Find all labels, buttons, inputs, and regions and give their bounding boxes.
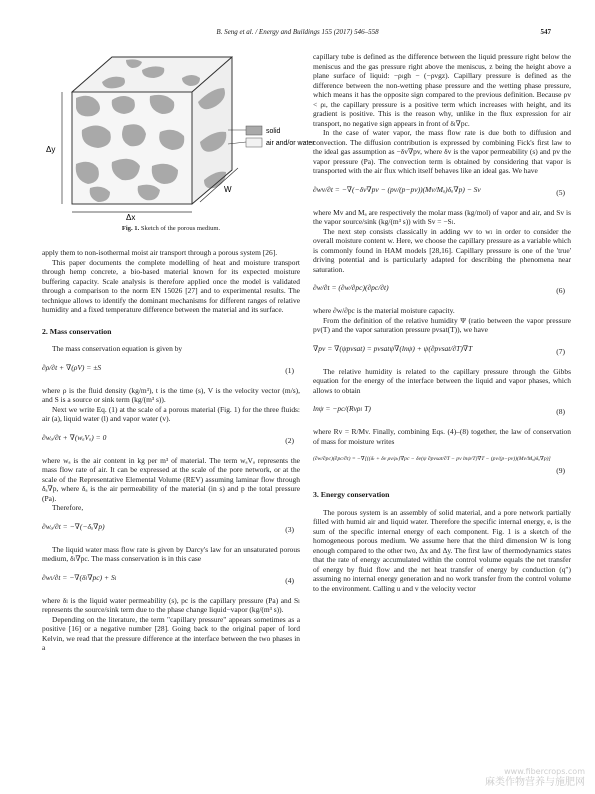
paragraph-where-5: where Mv and Mₐ are respectively the molar mass (kg/mol) of vapor and air, and Sv is the vapor source/sink (kg/(m³ s)) with Sv = −Sₗ. <box>313 207 571 226</box>
equation-1 <box>42 360 300 380</box>
paragraph-therefore: Therefore, <box>52 503 84 512</box>
equation-6-number: (6) <box>556 286 565 295</box>
equation-2-number: (2) <box>285 435 294 445</box>
equation-7-expr: ∇pv = ∇(ψpvsat) = pvsatψ∇(lnψ) + ψ(∂pvsat/∂T)∇T <box>313 343 473 353</box>
paragraph-next-step: The next step consists classically in adding wv to wₗ in order to consider the overall moisture content w. Here, we choose the capillary pressure as a variable which is commonly found in HAM models [28,16]. Capillary pressure is one of the 'true' driving potential and is particularly adapted for describing the phenomena near saturation. <box>313 226 571 274</box>
left-column <box>42 52 315 653</box>
section-2-title: 2. Mass conservation <box>42 326 112 336</box>
figure-caption-label: Fig. 1. <box>121 225 140 232</box>
paragraph-mass: The mass conservation equation is given by <box>52 344 183 353</box>
figure-caption-text: Sketch of the porous medium. <box>140 225 221 232</box>
equation-9-number: (9) <box>556 466 565 475</box>
section-3-title: 3. Energy conservation <box>313 490 390 499</box>
equation-9-expr: (∂w/∂pc)(∂pc/∂t) = −∇[((δₗ + δv ρv/ρₗ)∇pc − δv(ψ ∂pvsat/∂T − pv lnψ/T)∇T − (pv/(p−pv))(Mv/Mₐ)δₐ∇p)] <box>313 456 551 462</box>
equation-7 <box>313 341 571 361</box>
paragraph-where-2: where wₐ is the air content in kg per m³ of material. The term wₐVₐ represents the mass flow rate of air. It can be expressed at the scale of the pore network, or at the scale of the Representative Elemental Volume (REV) assuming laminar flow through δₐ∇p, where δₐ is the air permeability of the material (in s) and p the total pressure (Pa). <box>42 455 300 503</box>
equation-6-expr: ∂w/∂t = (∂w/∂pc)(∂pc/∂t) <box>313 283 389 292</box>
legend-air-water: air and/or water <box>266 140 315 147</box>
paragraph-where-6: where ∂w/∂pc is the material moisture capacity. <box>313 306 455 315</box>
equation-8 <box>313 401 571 421</box>
equation-5-expr: ∂wv/∂t = −∇(−δv∇pv − (pv/(p−pv))(Mv/Mₐ)δₐ∇p) − Sv <box>313 184 481 194</box>
equation-2-expr: ∂wₐ/∂t + ∇(wₐVₐ) = 0 <box>42 432 107 442</box>
equation-3-expr: ∂wₐ/∂t = −∇(−δₐ∇p) <box>42 521 105 531</box>
paragraph-relative-humidity: From the definition of the relative humidity Ψ (ratio between the vapor pressure pv(T) and the vapor saturation pressure pvsat(T)), we have <box>313 315 571 334</box>
equation-8-expr: lnψ = −pc/(Rvρₗ T) <box>313 404 371 413</box>
equation-5 <box>313 182 571 202</box>
paragraph-gibbs: The relative humidity is related to the capillary pressure through the Gibbs equation for the energy of the interface between the liquid and vapor phases, which allows to obtain <box>313 366 571 395</box>
paragraph-where-1: where ρ is the fluid density (kg/m³), t is the time (s), V is the velocity vector (m/s), and S is a source or sink term (kg/(m³ s)). <box>42 385 300 404</box>
paragraph-energy: The porous system is an assembly of solid material, and a pore network partially filled with humid air and liquid water. Therefore the specific internal energy, e, is the sum of the specific internal energy of each component. Fig. 1 is a sketch of the homogeneous porous medium. We assume here that the third dimension W is long enough compared to the other two, Δx and Δy. The first law of thermodynamics states that the rate of energy accumulated within the control volume equals the net transfer of energy by fluid flow and the net heat transfer of energy by conduction (q″) assuming no internal energy generation and no work transfer from the control volume to the environment. Calling u and v the velocity vector <box>313 507 571 593</box>
equation-3 <box>42 519 300 539</box>
porous-medium-sketch <box>42 52 315 222</box>
paragraph-next: Next we write Eq. (1) at the scale of a porous material (Fig. 1) for the three fluids: air (a), liquid water (l) and vapor water (v). <box>42 404 300 423</box>
paragraph-capillary: capillary tube is defined as the difference between the liquid pressure right below the meniscus and the gas pressure right above the meniscus, z being the height above a plane surface of liquid: −ρₗgh − (−ρvgz). Capillary pressure is defined as the difference between the non-wetting phase pressure and the wetting phase pressure, which means it has the opposite sign compared to the previous definition. Because ρv < ρₗ, the capillary pressure is a positive term which increases with height, and its gradient is positive. This is the reason why, unlike in the flux expression for air transport, no negative sign appears in front of δₗ∇pc. <box>313 52 571 128</box>
page-header <box>0 28 595 42</box>
equation-9 <box>313 452 571 478</box>
equation-3-number: (3) <box>285 524 294 534</box>
equation-4-number: (4) <box>285 575 294 585</box>
watermark-url: www.fibercrops.com <box>504 767 585 776</box>
equation-7-number: (7) <box>556 346 565 356</box>
paragraph-where-4: where δₗ is the liquid water permeability (s), pc is the capillary pressure (Pa) and Sₗ represents the source/sink term due to the phase change liquid−vapor (kg/(m³ s)). <box>42 595 300 614</box>
equation-4-expr: ∂wₗ/∂t = −∇(δₗ∇pc) + Sₗ <box>42 572 117 582</box>
watermark-cn: 麻类作物营养与施肥网 <box>485 777 585 788</box>
legend-solid: solid <box>266 128 281 135</box>
paragraph-where-8: where Rv = R/Mv. Finally, combining Eqs. (4)–(8) together, the law of conservation of mass for moisture writes <box>313 427 571 446</box>
running-head: B. Seng et al. / Energy and Buildings 155 (2017) 546–558 <box>216 28 379 36</box>
equation-5-number: (5) <box>556 187 565 197</box>
figure-1 <box>42 52 315 248</box>
page-number: 547 <box>540 28 551 36</box>
label-dx: Δx <box>126 213 136 222</box>
legend-swatch-solid <box>246 126 262 135</box>
equation-2 <box>42 430 300 450</box>
equation-6 <box>313 280 571 300</box>
legend-swatch-air-water <box>246 138 262 147</box>
right-column <box>313 52 571 593</box>
label-w: W <box>224 185 232 194</box>
equation-8-number: (8) <box>556 407 565 416</box>
equation-4 <box>42 570 300 590</box>
paragraph-document: This paper documents the complete modelling of heat and moisture transport through hemp concrete, a bio-based material known for its expected moisture buffering capacity. Scale analysis is therefore applied once the model is validated through a comparison to the norm EN 15026 [27] and to experimental results. The technique allows to identify the dominant mechanisms for different ranges of relative humidity and a fixed temperature difference between the material and its surface. <box>42 257 300 314</box>
label-dy: Δy <box>46 145 56 154</box>
equation-1-expr: ∂ρ/∂t + ∇(ρV) = ±S <box>42 362 102 372</box>
paragraph-literature: Depending on the literature, the term "capillary pressure" appears sometimes as a positive [16] or a negative number [28]. Going back to the original paper of lord Kelvin, we read that the pressure difference at the interface between the two phases in a <box>42 614 300 652</box>
figure-caption <box>42 224 300 234</box>
paragraph-darcy: The liquid water mass flow rate is given by Darcy's law for an unsaturated porous medium, δₗ∇pc. The mass conservation is in this case <box>42 544 300 563</box>
paragraph-vapor: In the case of water vapor, the mass flow rate is due both to diffusion and convection. The diffusion contribution is expressed by combining Fick's first law to the ideal gas assumption as −δv∇pv, where δv is the vapor permeability (s) and pv the vapor pressure (Pa). The convection term is obtained by considering that vapor is transported with the air flux which itself behaves like an ideal gas. We have <box>313 128 571 175</box>
paragraph-intro: apply them to non-isothermal moist air transport through a porous system [26]. <box>42 248 278 257</box>
equation-1-number: (1) <box>285 365 294 375</box>
